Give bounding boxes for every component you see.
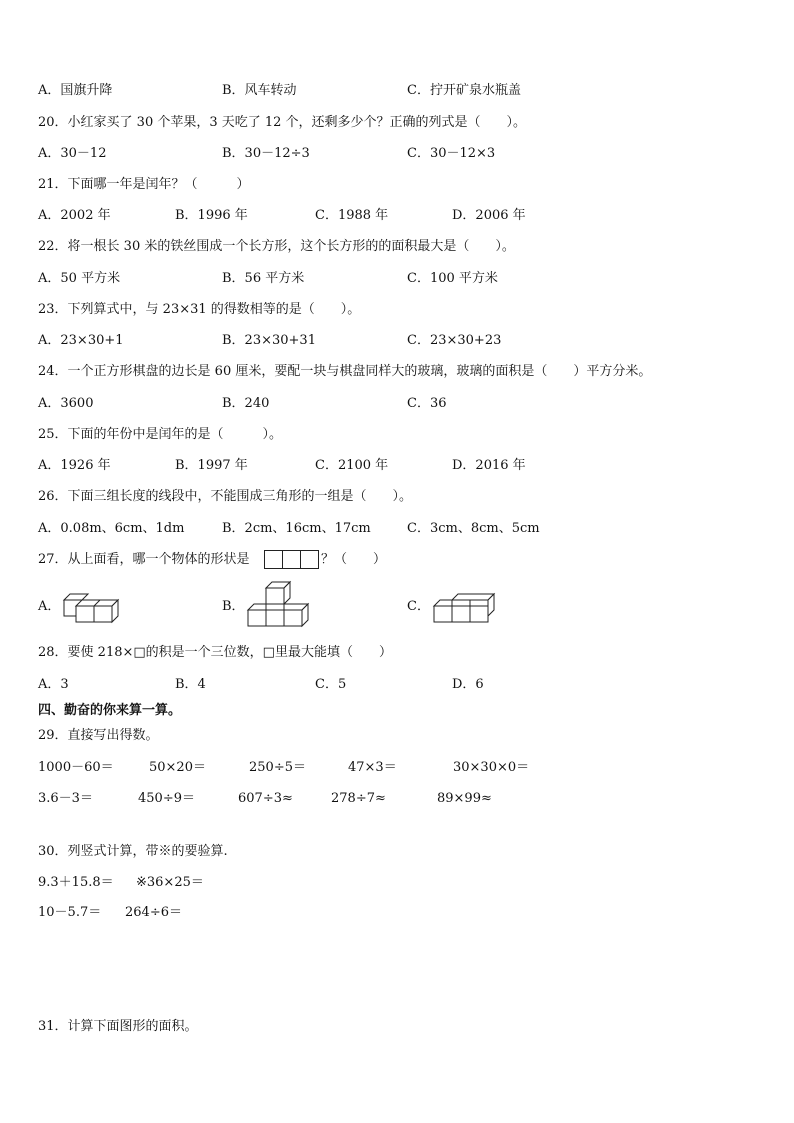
q28-option-c: C．5 [315,677,347,692]
q28-option-a: A．3 [38,677,69,692]
q27-option-b: B． [222,599,245,614]
q29-item: 278÷7≈ [331,791,386,806]
q20-stem: 20．小红家买了 30 个苹果，3 天吃了 12 个，还剩多少个？正确的列式是（ ）。 [38,115,527,130]
q23-option-a: A．23×30+1 [38,333,124,348]
q29-item: 30×30×0＝ [453,760,530,775]
q28-option-b: B．4 [175,677,206,692]
q22-option-c: C．100 平方米 [407,271,498,286]
q27-option-c: C． [407,599,430,614]
q30-item: ※36×25＝ [136,875,204,890]
q23-option-b: B．23×30+31 [222,333,316,348]
q29-item: 3.6－3＝ [38,791,93,806]
q25-option-d: D．2016 年 [452,458,526,473]
q27-stem-end: ？（ ） [321,552,387,567]
q30-item: 10－5.7＝ [38,905,102,920]
q29-item: 47×3＝ [348,760,397,775]
q20-option-a: A．30－12 [38,146,107,161]
section-4-title: 四、勤奋的你来算一算。 [38,703,182,718]
q30-stem: 30．列竖式计算，带※的要验算. [38,844,228,859]
q25-option-a: A．1926 年 [38,458,111,473]
q21-option-b: B．1996 年 [175,208,248,223]
cube-stack-figure-b [246,582,310,626]
q23-stem: 23．下列算式中，与 23×31 的得数相等的是（ ）。 [38,302,361,317]
q24-option-c: C．36 [407,396,447,411]
q19-option-c: C．拧开矿泉水瓶盖 [407,83,521,98]
q22-option-a: A．50 平方米 [38,271,121,286]
q31-stem: 31．计算下面图形的面积。 [38,1019,198,1034]
q24-option-a: A．3600 [38,396,94,411]
q19-option-b: B．风车转动 [222,83,297,98]
q26-option-c: C．3cm、8cm、5cm [407,521,540,536]
q21-option-a: A．2002 年 [38,208,111,223]
q28-option-d: D．6 [452,677,484,692]
q25-stem: 25．下面的年份中是闰年的是（ ）。 [38,427,283,442]
q19-option-a: A．国旗升降 [38,83,113,98]
q30-item: 9.3＋15.8＝ [38,875,114,890]
q27-stem-start: 27．从上面看，哪一个物体的形状是 [38,552,250,567]
q29-item: 250÷5＝ [249,760,306,775]
q26-option-b: B．2cm、16cm、17cm [222,521,371,536]
q29-item: 607÷3≈ [238,791,293,806]
q30-item: 264÷6＝ [125,905,182,920]
q22-stem: 22．将一根长 30 米的铁丝围成一个长方形，这个长方形的的面积最大是（ ）。 [38,239,515,254]
three-square-top-view [264,550,322,570]
q21-option-d: D．2006 年 [452,208,526,223]
cube-stack-figure-a [62,588,122,622]
q21-stem: 21．下面哪一年是闰年？（ ） [38,177,250,192]
q24-stem: 24．一个正方形棋盘的边长是 60 厘米，要配一块与棋盘同样大的玻璃，玻璃的面积是（ ）平方分米。 [38,364,652,379]
q29-item: 450÷9＝ [138,791,195,806]
q25-option-c: C．2100 年 [315,458,389,473]
q25-option-b: B．1997 年 [175,458,248,473]
q21-option-c: C．1988 年 [315,208,389,223]
q26-option-a: A．0.08m、6cm、1dm [38,521,185,536]
q29-stem: 29．直接写出得数。 [38,728,159,743]
q26-stem: 26．下面三组长度的线段中，不能围成三角形的一组是（ ）。 [38,489,413,504]
cube-stack-figure-c [432,588,496,622]
q29-item: 89×99≈ [437,791,492,806]
q29-item: 50×20＝ [149,760,206,775]
q27-option-a: A． [38,599,61,614]
q20-option-c: C．30－12×3 [407,146,496,161]
q20-option-b: B．30－12÷3 [222,146,310,161]
q22-option-b: B．56 平方米 [222,271,305,286]
q29-item: 1000－60＝ [38,760,114,775]
q28-stem: 28．要使 218×□的积是一个三位数，□里最大能填（ ） [38,645,392,660]
q24-option-b: B．240 [222,396,270,411]
q23-option-c: C．23×30+23 [407,333,502,348]
